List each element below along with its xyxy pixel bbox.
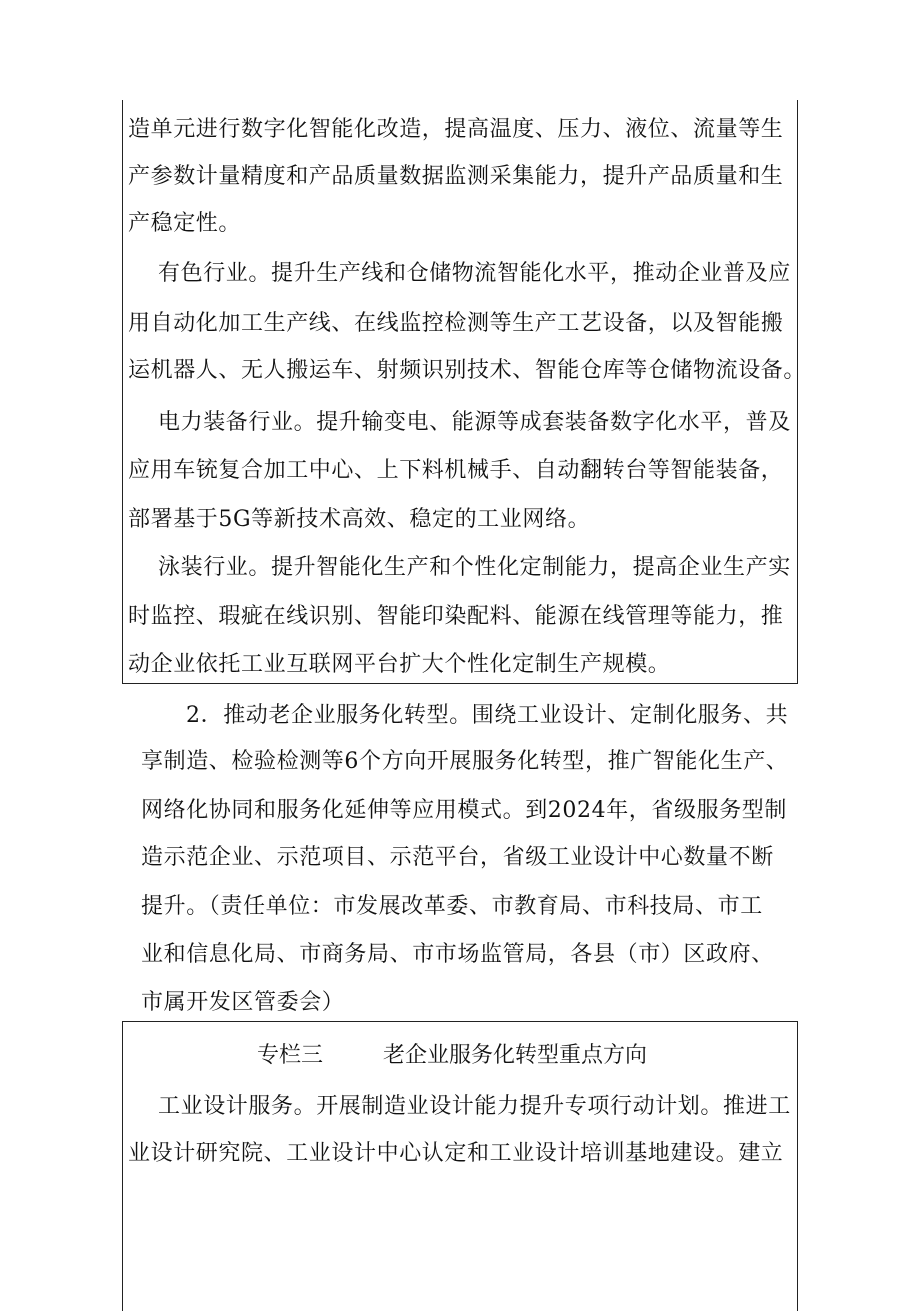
box1-line: 用自动化加工生产线、在线监控检测等生产工艺设备，以及智能搬 — [128, 311, 784, 336]
box1-line: 运机器人、无人搬运车、射频识别技术、智能仓库等仓储物流设备。 — [128, 358, 807, 383]
box1-line: 应用车铳复合加工中心、上下料机械手、自动翻转台等智能装备， — [128, 458, 784, 483]
box3-paragraph-start: 工业设计服务。开展制造业设计能力提升专项行动计划。推进工 — [158, 1094, 791, 1119]
column-heading: 老企业服务化转型重点方向 — [383, 1043, 648, 1068]
box1-paragraph-start: 有色行业。提升生产线和仓储物流智能化水平，推动企业普及应 — [158, 261, 791, 286]
box1-line: 产稳定性。 — [128, 211, 242, 236]
section2-line: 提升。（责任单位：市发展改革委、市教育局、市科技局、市工 — [141, 894, 763, 919]
box3-line: 业设计研究院、工业设计中心认定和工业设计培训基地建设。建立 — [128, 1141, 784, 1166]
box1-paragraph-start: 电力装备行业。提升输变电、能源等成套装备数字化水平，普及 — [158, 410, 791, 435]
section2-line: 业和信息化局、市商务局、市市场监管局，各县（市）区政府、 — [141, 942, 774, 967]
column-label: 专栏三 — [257, 1043, 324, 1068]
box1-line: 产参数计量精度和产品质量数据监测采集能力，提升产品质量和生 — [128, 164, 784, 189]
column-three-title — [257, 1041, 647, 1071]
box1-line: 动企业依托工业互联网平台扩大个性化定制生产规模。 — [128, 652, 671, 677]
box1-line: 部署基于5G等新技术高效、稳定的工业网络。 — [128, 507, 591, 532]
box1-paragraph-start: 泳装行业。提升智能化生产和个性化定制能力，提高企业生产实 — [158, 555, 791, 580]
box1-line: 时监控、瑕疵在线识别、智能印染配料、能源在线管理等能力，推 — [128, 604, 784, 629]
section2-line: 网络化协同和服务化延伸等应用模式。到2024年，省级服务型制 — [141, 798, 787, 823]
section2-heading-line: 2．推动老企业服务化转型。围绕工业设计、定制化服务、共 — [186, 703, 789, 728]
section2-line: 市属开发区管委会） — [141, 990, 345, 1015]
section2-line: 造示范企业、示范项目、示范平台，省级工业设计中心数量不断 — [141, 845, 774, 870]
box1-line: 造单元进行数字化智能化改造，提高温度、压力、液位、流量等生 — [128, 117, 784, 142]
section2-line: 享制造、检验检测等6个方向开展服务化转型，推广智能化生产、 — [141, 749, 789, 774]
